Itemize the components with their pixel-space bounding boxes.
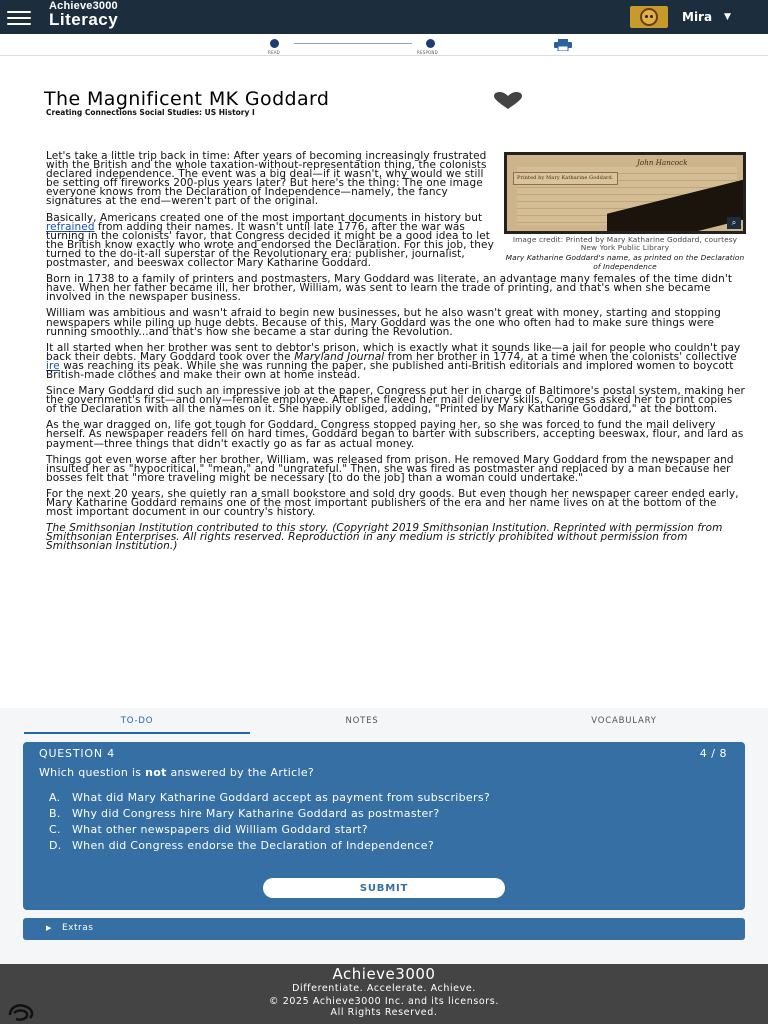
tab-to-do[interactable]: TO-DO xyxy=(120,716,154,726)
paragraph-1: Let's take a little trip back in time: After years of becoming increasingly frustrated with the British and the whole taxation-without-representation thing, the colonists declared independence. The event was a big deal—if it wasn't, why would we still be setting off fireworks 200-plus years later? But here's the thing: The one image everyone knows from the Declaration of Independence—namely, the fancy signatures at the end—weren't part of the original. xyxy=(46,150,487,208)
brand-logo[interactable] xyxy=(49,1,118,28)
chevron-down-icon[interactable]: ▼ xyxy=(724,12,731,22)
username[interactable]: Mira xyxy=(682,10,713,24)
footer-rights: All Rights Reserved. xyxy=(330,1007,438,1018)
answer-option-d[interactable]: D. When did Congress endorse the Declaration of Independence? xyxy=(49,839,434,852)
image-signature: John Hancock xyxy=(637,159,688,167)
declaration-image[interactable] xyxy=(504,152,746,234)
step-read-label: READ xyxy=(268,50,280,55)
question-count: 4 / 8 xyxy=(699,747,727,760)
print-icon[interactable] xyxy=(554,39,572,51)
paragraph-5: It all started when her brother was sent to debtor's prison, which is exactly what it sounds like—a jail for people who couldn't pay back their debts. Mary Goddard took over the Maryland Journal from her brother in 1774, at a time when the colonists' collective ire was reaching its peak. While she was running the paper, she published anti-British editorials and implored women to boycott British-made clothes and make their own at home instead. xyxy=(46,341,741,381)
progress-track xyxy=(294,43,412,44)
paragraph-4: William was ambitious and wasn't afraid to begin new businesses, but he also wasn't great with money, starting and stopping newspapers while piling up huge debts. Because of this, Mary Goddard was the one who often had to make sure things were running smoothly...and that's how she became a star during the Revolution. xyxy=(46,307,721,338)
menu-icon[interactable] xyxy=(7,11,31,25)
activity-tabs xyxy=(0,708,768,736)
step-read-dot[interactable] xyxy=(270,39,279,48)
answer-options xyxy=(49,791,609,855)
vocab-link-ire[interactable]: ire xyxy=(46,359,60,372)
heart-icon[interactable] xyxy=(493,92,523,110)
answer-option-b[interactable]: B. Why did Congress hire Mary Katharine Goddard as postmaster? xyxy=(49,807,440,820)
footer xyxy=(0,964,768,1024)
paragraph-2: Basically, Americans created one of the most important documents in history but refrained from adding their names. It wasn't until late 1776, after the war was turning in the colonists' favor, that Congress decided it might be a good idea to let the British know exactly who wrote and endorsed the Declaration. For this job, they turned to the do-it-all superstar of the Revolutionary era: publisher, journalist, postmaster, and beeswax collector Mary Katharine Goddard. xyxy=(46,211,494,270)
copyright-note: The Smithsonian Institution contributed to this story. (Copyright 2019 Smithsonian Institution. Reprinted with permission from Smithsonian Enterprises. All rights reserved. Reproduction in any medium is strictly prohibited without permission from Smithsonian Institution.) xyxy=(46,522,723,553)
extras-toggle[interactable] xyxy=(23,918,745,940)
article-title: The Magnificent MK Goddard xyxy=(44,88,330,110)
avatar[interactable] xyxy=(630,6,668,28)
tab-notes[interactable]: NOTES xyxy=(345,716,379,726)
paragraph-9: For the next 20 years, she quietly ran a small bookstore and sold dry goods. But even though her newspaper career ended early, Mary Katharine Goddard remains one of the most important publishers of the era and her name lives on at the bottom of the most important document in our country's history. xyxy=(46,487,739,519)
paragraph-7: As the war dragged on, life got tough for Goddard. Congress stopped paying her, so she was forced to fund the mail delivery herself. As newspaper readers fell on hard times, Goddard began to barter with subscribers, accepting beeswax, flour, and lard as payment—three things that didn't exactly go as far as actual money. xyxy=(46,419,744,450)
image-credit: Image credit: Printed by Mary Katharine Goddard, courtesy New York Public Library xyxy=(512,235,738,253)
footer-tagline: Differentiate. Accelerate. Achieve. xyxy=(292,983,476,994)
zoom-icon[interactable]: ⌕ xyxy=(727,217,741,229)
paragraph-3: Born in 1738 to a family of printers and postmasters, Mary Goddard was literate, an advantage many females of the time didn't have. When her father became ill, her brother, William, was sent to learn the trade of printing, and that's when she became involved in the newspaper business. xyxy=(46,273,733,304)
article-body xyxy=(46,152,746,558)
activity-progress xyxy=(0,34,768,56)
article-figure xyxy=(504,152,746,271)
paragraph-6: Since Mary Goddard did such an impressive job at the paper, Congress put her in charge of Baltimore's postal system, making her the government's first—and only—female employee. After she flexed her mail delivery skills, Congress asked her to print copies of the Declaration with all the names on it. She happily obliged, adding, "Printed by Mary Katharine Goddard," at the bottom. xyxy=(46,385,745,416)
question-card xyxy=(23,742,745,910)
image-caption: Mary Katharine Goddard's name, as printed on the Declaration of Independence xyxy=(505,253,745,271)
question-number: QUESTION 4 xyxy=(39,747,115,760)
vocab-link-refrained[interactable]: refrained xyxy=(46,220,95,233)
article-subtitle: Creating Connections Social Studies: US History I xyxy=(46,108,255,117)
footer-copyright: © 2025 Achieve3000 Inc. and its licensors. xyxy=(269,996,499,1007)
answer-option-a[interactable]: A. What did Mary Katharine Goddard accept as payment from subscribers? xyxy=(49,791,490,804)
brand-bottom: Literacy xyxy=(49,10,119,29)
footer-logo: Achieve3000 xyxy=(332,965,436,983)
submit-button[interactable]: SUBMIT xyxy=(263,878,505,898)
paragraph-8: Things got even worse after her brother, William, was released from prison. He removed Mary Goddard from the newspaper and insulted her as "hypocritical," "mean," and "ungrateful." Then, she was fired as postmaster and replaced by a man because her bosses felt that "more traveling might be necessary [to do the job] than a woman could undertake." xyxy=(46,453,734,484)
help-chat-icon[interactable] xyxy=(4,1001,42,1023)
tab-vocabulary[interactable]: VOCABULARY xyxy=(591,716,657,726)
top-bar xyxy=(0,0,768,34)
step-respond-label: RESPOND xyxy=(417,50,438,55)
caret-right-icon: ▶ xyxy=(46,924,52,932)
answer-option-c[interactable]: C. What other newspapers did William Goddard start? xyxy=(49,823,368,836)
question-text: Which question is not answered by the Article? xyxy=(39,766,315,779)
step-respond-dot[interactable] xyxy=(426,39,435,48)
active-tab-indicator xyxy=(24,732,250,734)
brand-top: Achieve3000 xyxy=(49,0,118,12)
image-printed-text: Printed by Mary Katharine Goddard. xyxy=(513,172,618,185)
extras-label: Extras xyxy=(62,923,94,933)
